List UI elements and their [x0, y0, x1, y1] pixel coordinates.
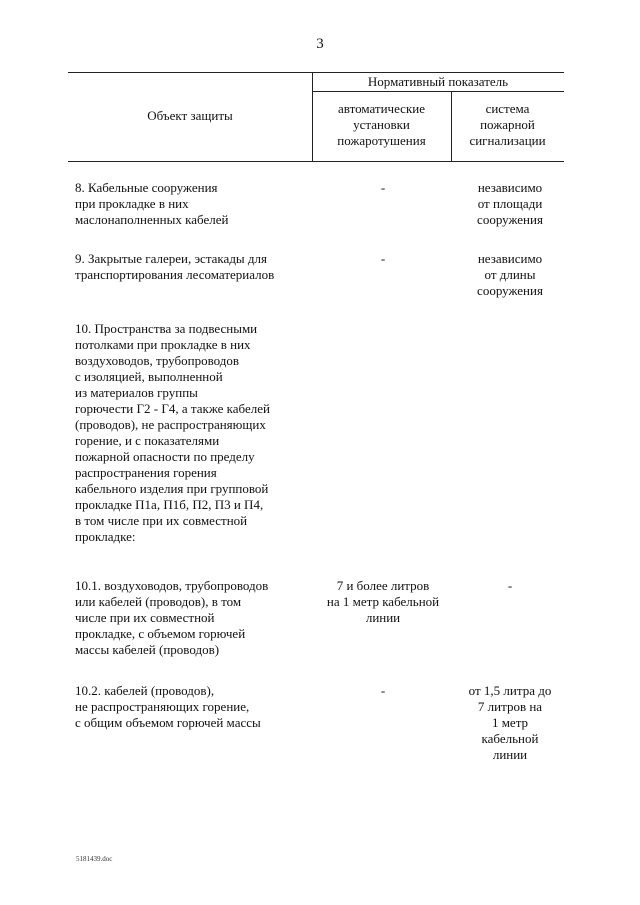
row-10-2-object: 10.2. кабелей (проводов), не распространяющих горение, с общим объемом горючей массы [75, 683, 261, 730]
header-normative-group: Нормативный показатель [367, 74, 509, 89]
header-auto-col: автоматические установки пожаротушения [337, 101, 426, 148]
footer-filename: 5181439.doc [76, 855, 113, 863]
row-10-1-auto: 7 и более литров на 1 метр кабельной линии [326, 578, 440, 625]
row-10-1-object: 10.1. воздуховодов, трубопроводов или кабелей (проводов), в том числе при их совместной прокладке, с объемом горючей массы кабелей (проводов) [75, 578, 269, 657]
row-9-auto: - [380, 251, 386, 266]
row-9-object: 9. Закрытые галереи, эстакады для транспортирования лесоматериалов [75, 251, 275, 282]
row-10-2-alarm: от 1,5 литра до 7 литров на 1 метр кабельной линии [468, 683, 552, 762]
row-10-2-auto: - [380, 683, 386, 698]
header-alarm-col: система пожарной сигнализации [469, 101, 546, 148]
header-group-rule [312, 91, 564, 92]
row-9-alarm: независимо от длины сооружения [477, 251, 543, 298]
header-bottom-rule [68, 161, 564, 162]
header-object-col: Объект защиты [147, 108, 233, 123]
row-10-object: 10. Пространства за подвесными потолками при прокладке в них воздуховодов, трубопроводов с изоляцией, выполненной из материалов группы горючести Г2 - Г4, а также кабелей (проводов), не распространяющих горение, и с показателями пожарной опасности по пределу распространения горения кабельного изделия при групповой прокладке П1а, П1б, П2, П3 и П4, в том числе при их совместной прокладке: [75, 321, 270, 544]
row-8-alarm: независимо от площади сооружения [477, 180, 543, 227]
row-8-auto: - [380, 180, 386, 195]
page-number: 3 [316, 36, 324, 52]
row-8-object: 8. Кабельные сооружения при прокладке в них маслонаполненных кабелей [75, 180, 229, 227]
row-10-1-alarm: - [507, 578, 513, 593]
header-top-rule [68, 72, 564, 73]
